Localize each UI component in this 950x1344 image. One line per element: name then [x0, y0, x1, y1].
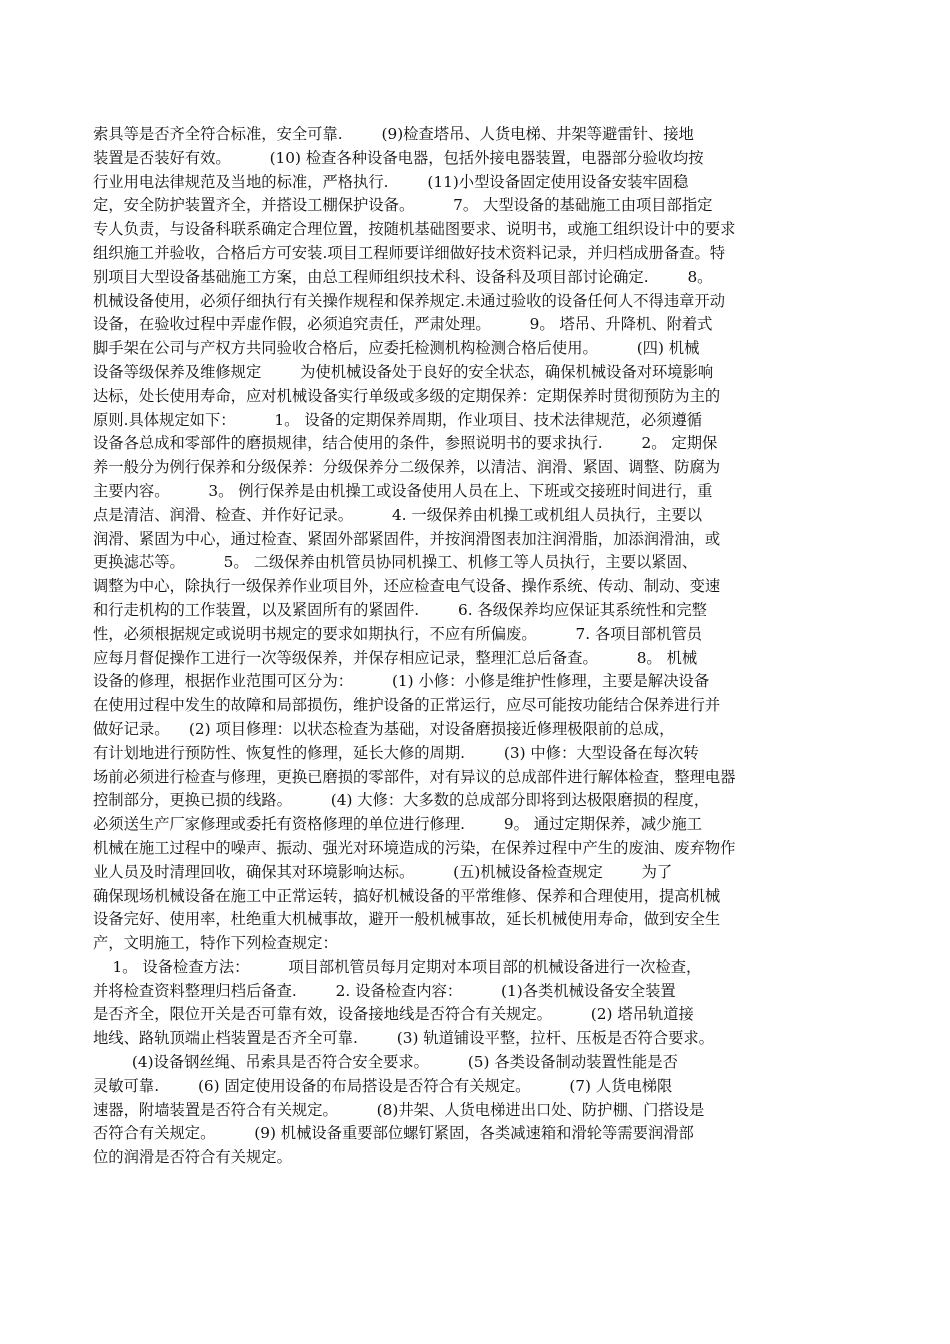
text-line: 性，必须根据规定或说明书规定的要求如期执行，不应有所偏废。 7. 各项目部机管员 [93, 624, 703, 643]
text-line: 别项目大型设备基础施工方案，由总工程师组织技术科、设备科及项目部讨论确定. 8。 [93, 267, 713, 286]
text-line: 达标，处长使用寿命，应对机械设备实行单级或多级的定期保养：定期保养时贯彻预防为主的 [93, 386, 721, 405]
text-line: 设备，在验收过程中弄虚作假，必须追究责任，严肃处理。 9。 塔吊、升降机、附着式 [93, 315, 713, 334]
text-line: 专人负责，与设备科联系确定合理位置，按随机基础图要求、说明书，或施工组织设计中的要求 [93, 220, 736, 239]
text-line: 和行走机构的工作装置，以及紧固所有的紧固件. 6. 各级保养均应保证其系统性和完整 [93, 600, 707, 619]
text-line: 灵敏可靠. (6) 固定使用设备的布局搭设是否符合有关规定。 (7) 人货电梯限 [93, 1076, 673, 1095]
document-body [93, 123, 883, 1170]
text-line: 速器，附墙装置是否符合有关规定。 (8)井架、人货电梯进出口处、防护棚、门搭设是 [93, 1100, 705, 1119]
text-line: 必须送生产厂家修理或委托有资格修理的单位进行修理. 9。 通过定期保养，减少施工 [93, 815, 703, 834]
text-line: 在使用过程中发生的故障和局部损伤，维护设备的正常运行，应尽可能按功能结合保养进行并 [93, 696, 721, 715]
text-line: 并将检查资料整理归档后备查. 2. 设备检查内容： (1)各类机械设备安全装置 [93, 981, 676, 1000]
text-line: 设备各总成和零部件的磨损规律，结合使用的条件，参照说明书的要求执行. 2。 定期保 [93, 434, 718, 453]
text-line: 控制部分，更换已损的线路。 (4) 大修：大多数的总成部分即将到达极限磨损的程度， [93, 791, 710, 810]
text-line: 定，安全防护装置齐全，并搭设工棚保护设备。 7。 大型设备的基础施工由项目部指定 [93, 196, 713, 215]
text-line: 养一般分为例行保养和分级保养：分级保养分二级保养，以清洁、润滑、紧固、调整、防腐为 [93, 458, 721, 477]
text-line: 设备等级保养及维修规定 为使机械设备处于良好的安全状态，确保机械设备对环境影响 [93, 362, 714, 381]
text-line: 设备的修理，根据作业范围可区分为： (1) 小修：小修是维护性修理，主要是解决设备 [93, 672, 710, 691]
text-line: (4)设备钢丝绳、吊索具是否符合安全要求。 (5) 各类设备制动装置性能是否 [93, 1053, 678, 1072]
text-line: 更换滤芯等。 5。 二级保养由机管员协同机操工、机修工等人员执行，主要以紧固、 [93, 553, 698, 572]
text-line: 应每月督促操作工进行一次等级保养，并保存相应记录，整理汇总后备查。 8。 机械 [93, 648, 698, 667]
text-line: 调整为中心，除执行一级保养作业项目外，还应检查电气设备、操作系统、传动、制动、变速 [93, 577, 721, 596]
text-line: 设备完好、使用率，杜绝重大机械事故，避开一般机械事故，延长机械使用寿命，做到安全生 [93, 910, 721, 929]
text-line: 是否齐全，限位开关是否可靠有效，设备接地线是否符合有关规定。 (2) 塔吊轨道接 [93, 1005, 694, 1024]
text-line: 组织施工并验收，合格后方可安装.项目工程师要详细做好技术资料记录，并归档成册备查。特 [93, 243, 726, 262]
text-line: 位的润滑是否符合有关规定。 [93, 1148, 292, 1167]
text-line: 1。 设备检查方法： 项目部机管员每月定期对本项目部的机械设备进行一次检查， [93, 957, 702, 976]
text-line: 否符合有关规定。 (9) 机械设备重要部位螺钉紧固，各类减速箱和滑轮等需要润滑部 [93, 1124, 694, 1143]
text-line: 确保现场机械设备在施工中正常运转，搞好机械设备的平常维修、保养和合理使用，提高机械 [93, 886, 721, 905]
text-line: 地线、路轨顶端止档装置是否齐全可靠. (3) 轨道铺设平整，拉杆、压板是否符合要求。 [93, 1029, 714, 1048]
text-line: 原则.具体规定如下： 1。 设备的定期保养周期，作业项目、技术法律规范，必须遵循 [93, 410, 703, 429]
text-line: 机械在施工过程中的噪声、振动、强光对环境造成的污染，在保养过程中产生的废油、废弃物作 [93, 838, 736, 857]
text-line: 行业用电法律规范及当地的标准，严格执行. (11)小型设备固定使用设备安装牢固稳 [93, 172, 689, 191]
text-line: 润滑、紧固为中心，通过检查、紧固外部紧固件，并按润滑图表加注润滑脂，加添润滑油，或 [93, 529, 721, 548]
text-line: 有计划地进行预防性、恢复性的修理，延长大修的周期. (3) 中修：大型设备在每次转 [93, 743, 699, 762]
text-line: 装置是否装好有效。 (10) 检查各种设备电器，包括外接电器装置，电器部分验收均按 [93, 148, 704, 167]
text-line: 产，文明施工，特作下列检查规定： [93, 934, 338, 953]
text-line: 点是清洁、润滑、检查、并作好记录。 4. 一级保养由机操工或机组人员执行，主要以 [93, 505, 703, 524]
text-line: 做好记录。 (2) 项目修理：以状态检查为基础，对设备磨损接近修理极限前的总成， [93, 719, 675, 738]
text-line: 主要内容。 3。 例行保养是由机操工或设备使用人员在上、下班或交接班时间进行，重 [93, 481, 713, 500]
text-line: 业人员及时清理回收，确保其对环境影响达标。 (五)机械设备检查规定 为了 [93, 862, 673, 881]
text-line: 机械设备使用，必须仔细执行有关操作规程和保养规定.未通过验收的设备任何人不得违章开动 [93, 291, 726, 310]
text-line: 索具等是否齐全符合标准，安全可靠. (9)检查塔吊、人货电梯、井架等避雷针、接地 [93, 125, 694, 143]
text-line: 场前必须进行检查与修理，更换已磨损的零部件，对有异议的总成部件进行解体检查，整理电器 [93, 767, 736, 786]
text-line: 脚手架在公司与产权方共同验收合格后，应委托检测机构检测合格后使用。 (四) 机械 [93, 339, 700, 358]
